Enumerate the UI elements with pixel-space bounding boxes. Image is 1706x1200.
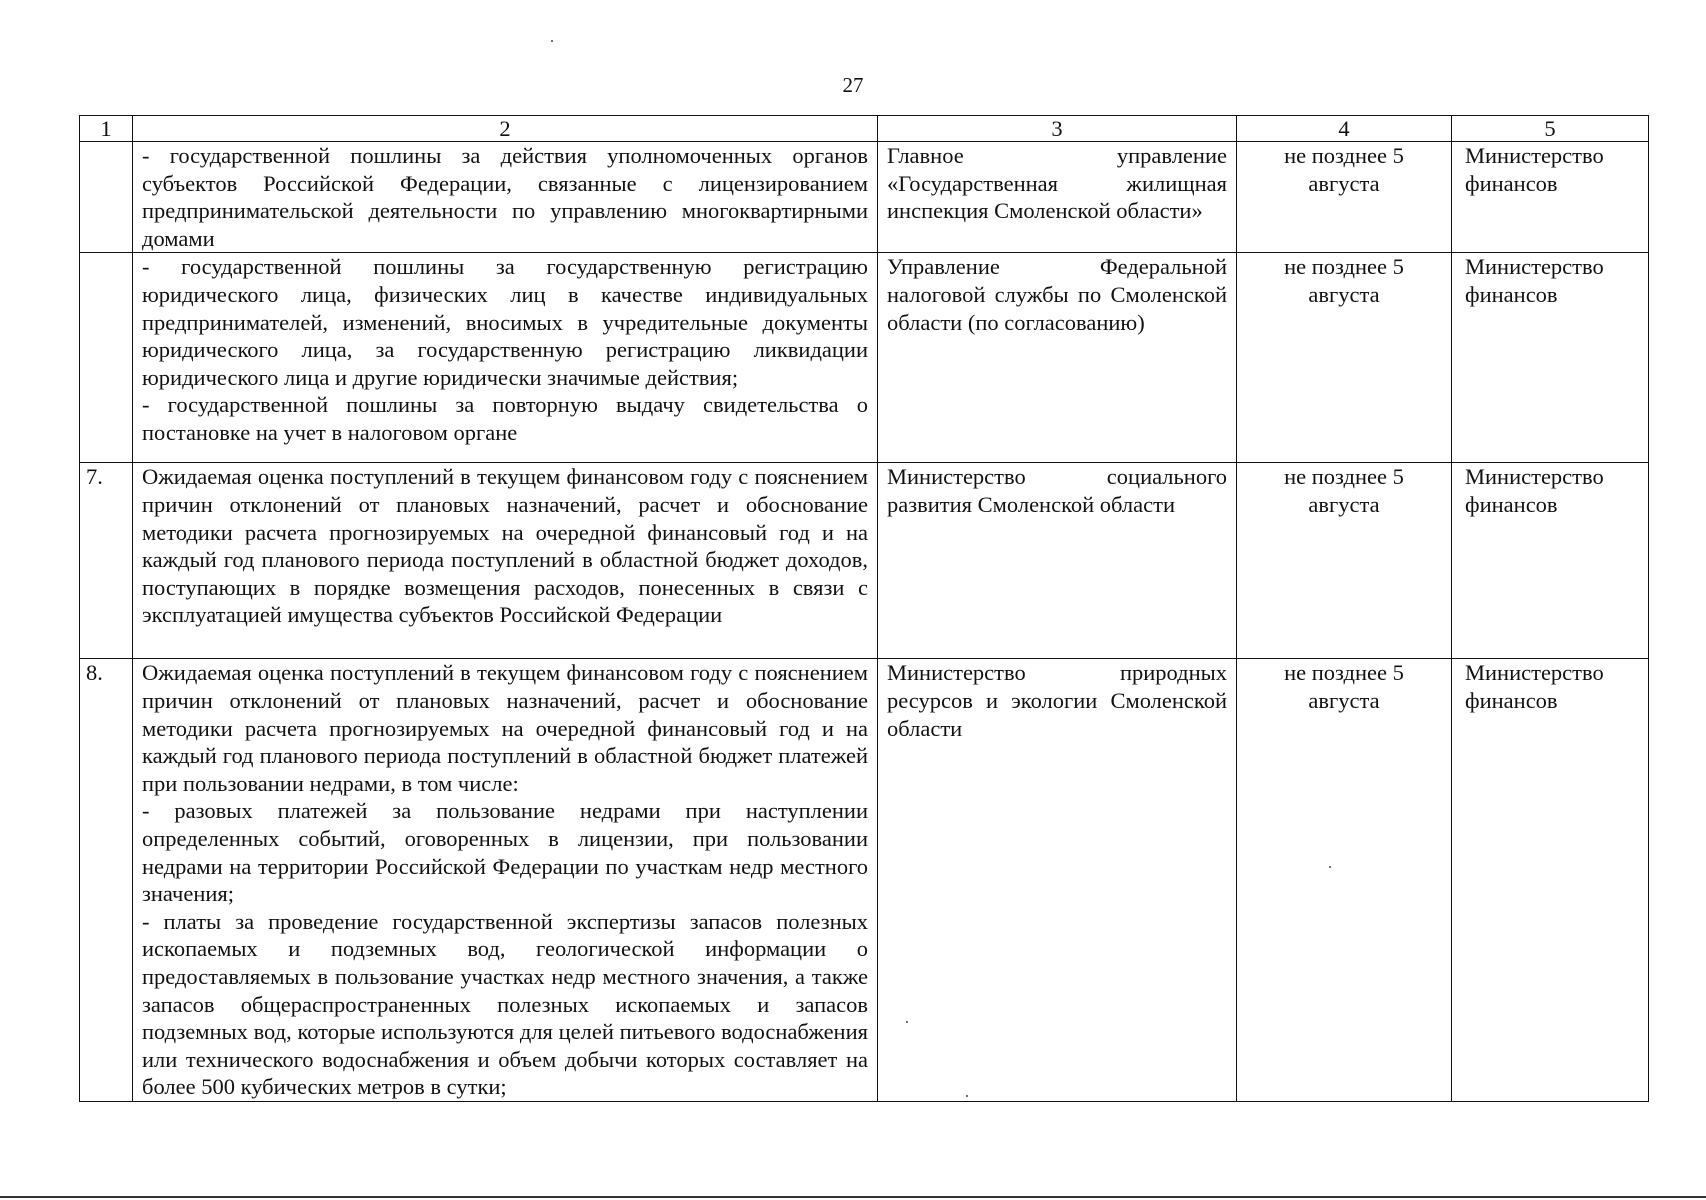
description-paragraph: Ожидаемая оценка поступлений в текущем финансовом году с пояснением причин отклонений от плановых назначений, расчет и обоснование методики расчета прогнозируемых на очередной финансовый год и на каждый год планового периода поступлений в областной бюджет платежей при пользовании недрами, в том числе:: [142, 660, 868, 796]
deadline: не позднее 5 августа: [1237, 659, 1452, 1102]
description-paragraph: - государственной пошлины за повторную выдачу свидетельства о постановке на учет в налоговом органе: [142, 392, 868, 445]
description-paragraph: Ожидаемая оценка поступлений в текущем финансовом году с пояснением причин отклонений от плановых назначений, расчет и обоснование методики расчета прогнозируемых на очередной финансовый год и на каждый год планового периода поступлений в областной бюджет доходов, поступающих в порядке возмещения расходов, понесенных в связи с эксплуатацией имущества субъектов Российской Федерации: [142, 464, 868, 628]
deadline: не позднее 5 августа: [1237, 463, 1452, 659]
column-header: 1: [80, 116, 133, 142]
table-row: [80, 253, 1649, 463]
table-row: [80, 659, 1649, 1102]
description-paragraph: - государственной пошлины за государственную регистрацию юридического лица, физических лиц в качестве индивидуальных предпринимателей, изменений, вносимых в учредительные документы юридического лица, за государственную регистрацию ликвидации юридического лица и другие юридически значимые действия;: [142, 254, 868, 390]
table-row: [80, 463, 1649, 659]
column-header: 3: [878, 116, 1237, 142]
page-number: 27: [842, 73, 864, 97]
responsible-organization: Главное управление «Государственная жилищная инспекция Смоленской области»: [878, 142, 1237, 253]
scan-speck: [1329, 866, 1331, 868]
scan-speck: [966, 1095, 968, 1097]
description-paragraph: - разовых платежей за пользование недрами при наступлении определенных событий, оговоренных в лицензии, при пользовании недрами на территории Российской Федерации по участкам недр местного значения;: [142, 798, 868, 907]
recipient: Министерство финансов: [1452, 659, 1649, 1102]
deadline: не позднее 5 августа: [1237, 253, 1452, 463]
recipient: Министерство финансов: [1452, 253, 1649, 463]
column-header: 5: [1452, 116, 1649, 142]
description-paragraph: - платы за проведение государственной экспертизы запасов полезных ископаемых и подземных вод, геологической информации о предоставляемых в пользование участках недр местного значения, а также запасов общераспространенных полезных ископаемых и запасов подземных вод, которые используются для целей питьевого водоснабжения или технического водоснабжения и объем добычи которых составляет на более 500 кубических метров в сутки;: [142, 908, 868, 1100]
row-number: [80, 142, 133, 253]
table-header-row: [80, 116, 1649, 142]
row-description: [133, 463, 878, 659]
description-paragraph: - государственной пошлины за действия уполномоченных органов субъектов Российской Федерации, связанные с лицензированием предпринимательской деятельности по управлению многоквартирными домами: [142, 143, 868, 251]
row-number: [80, 253, 133, 463]
scan-speck: [906, 1021, 908, 1023]
responsible-organization: Управление Федеральной налоговой службы по Смоленской области (по согласованию): [878, 253, 1237, 463]
table-row: [80, 142, 1649, 253]
document-table: [79, 115, 1649, 1102]
scan-edge-line: [0, 1196, 1706, 1198]
row-number: 8.: [80, 659, 133, 1102]
responsible-organization: Министерство природных ресурсов и экологии Смоленской области: [878, 659, 1237, 1102]
scan-speck: [551, 40, 553, 42]
deadline: не позднее 5 августа: [1237, 142, 1452, 253]
recipient: Министерство финансов: [1452, 463, 1649, 659]
row-description: [133, 659, 878, 1102]
recipient: Министерство финансов: [1452, 142, 1649, 253]
row-description: [133, 142, 878, 253]
row-description: [133, 253, 878, 463]
responsible-organization: Министерство социального развития Смоленской области: [878, 463, 1237, 659]
column-header: 4: [1237, 116, 1452, 142]
column-header: 2: [133, 116, 878, 142]
row-number: 7.: [80, 463, 133, 659]
